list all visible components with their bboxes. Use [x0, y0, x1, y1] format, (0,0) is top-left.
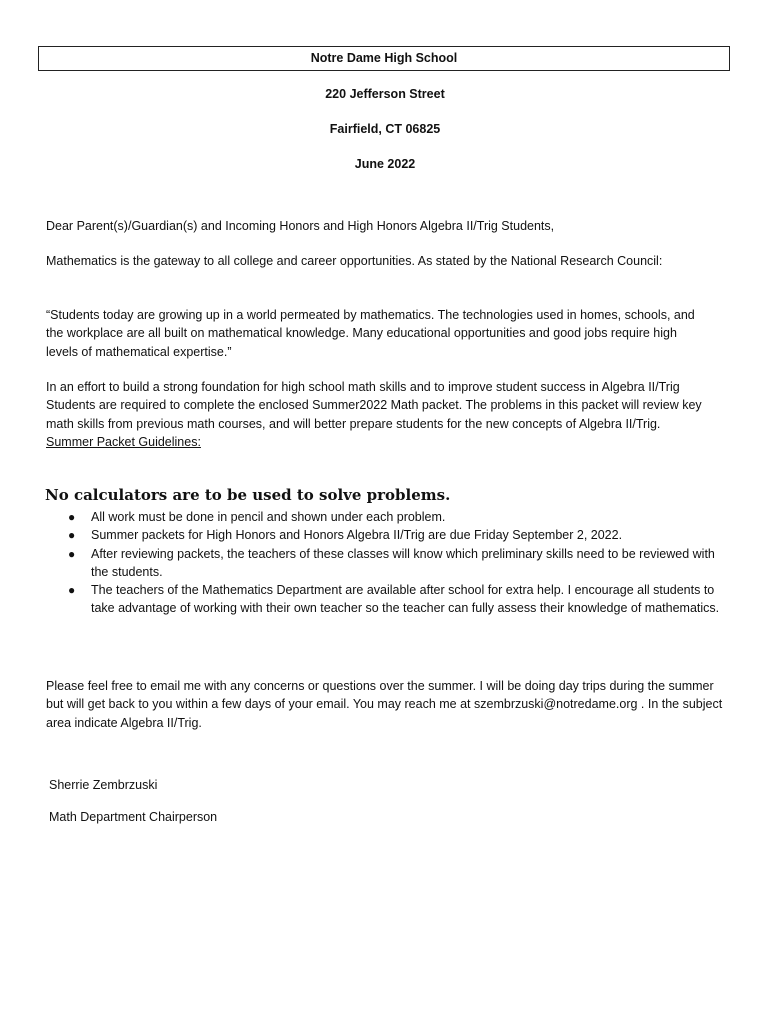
school-name-box [38, 46, 730, 71]
city-address: Fairfield, CT 06825 [329, 122, 441, 136]
letter-date: June 2022 [354, 157, 416, 171]
list-item: ● The teachers of the Mathematics Department are available after school for extra help. I encourage all students to take advantage of working with their own teacher so the teacher can fully assess their knowledge of mathematics. [68, 583, 720, 616]
salutation: Dear Parent(s)/Guardian(s) and Incoming Honors and High Honors Algebra II/Trig Students, [46, 219, 555, 233]
street-address: 220 Jefferson Street [325, 87, 445, 101]
list-item: ● All work must be done in pencil and shown under each problem. [46, 508, 726, 526]
bullet-icon: ● [68, 583, 76, 598]
school-name: Notre Dame High School [310, 51, 458, 65]
contact-paragraph: Please feel free to email me with any concerns or questions over the summer. I will be doing day trips during the summer but will get back to you within a few days of your email. You may reach me at szembrzuski@notredame.org . In the subject area indicate Algebra II/Trig. [46, 679, 723, 730]
bullet-icon: ● [68, 546, 76, 561]
guidelines-list [46, 508, 726, 618]
effort-paragraph: In an effort to build a strong foundation for high school math skills and to improve student success in Algebra II/Trig Students are required to complete the enclosed Summer2022 Math packet. The problems in this packet will review key math skills from previous math courses, and will better prepare students for the new concepts of Algebra II/Trig. Summer Packet Guidelines: [46, 378, 716, 451]
list-item: ● After reviewing packets, the teachers of these classes will know which preliminary skills need to be reviewed with the students. [68, 546, 715, 579]
quote-paragraph: “Students today are growing up in a world permeated by mathematics. The technologies used in homes, schools, and the workplace are all built on mathematical knowledge. Many educational opportunities and good jobs require high levels of mathematical expertise.” [46, 308, 695, 359]
no-calculators-heading: No calculators are to be used to solve problems. [45, 486, 451, 504]
list-item: ● Summer packets for High Honors and Honors Algebra II/Trig are due Friday September 2, 2022. [46, 526, 726, 544]
signature-name: Sherrie Zembrzuski [49, 778, 158, 792]
signature-title: Math Department Chairperson [49, 810, 218, 824]
guidelines-heading: Summer Packet Guidelines: [46, 434, 201, 449]
bullet-icon: ● [68, 528, 76, 543]
bullet-icon: ● [68, 510, 76, 524]
intro-paragraph: Mathematics is the gateway to all college and career opportunities. As stated by the National Research Council: [46, 254, 663, 268]
